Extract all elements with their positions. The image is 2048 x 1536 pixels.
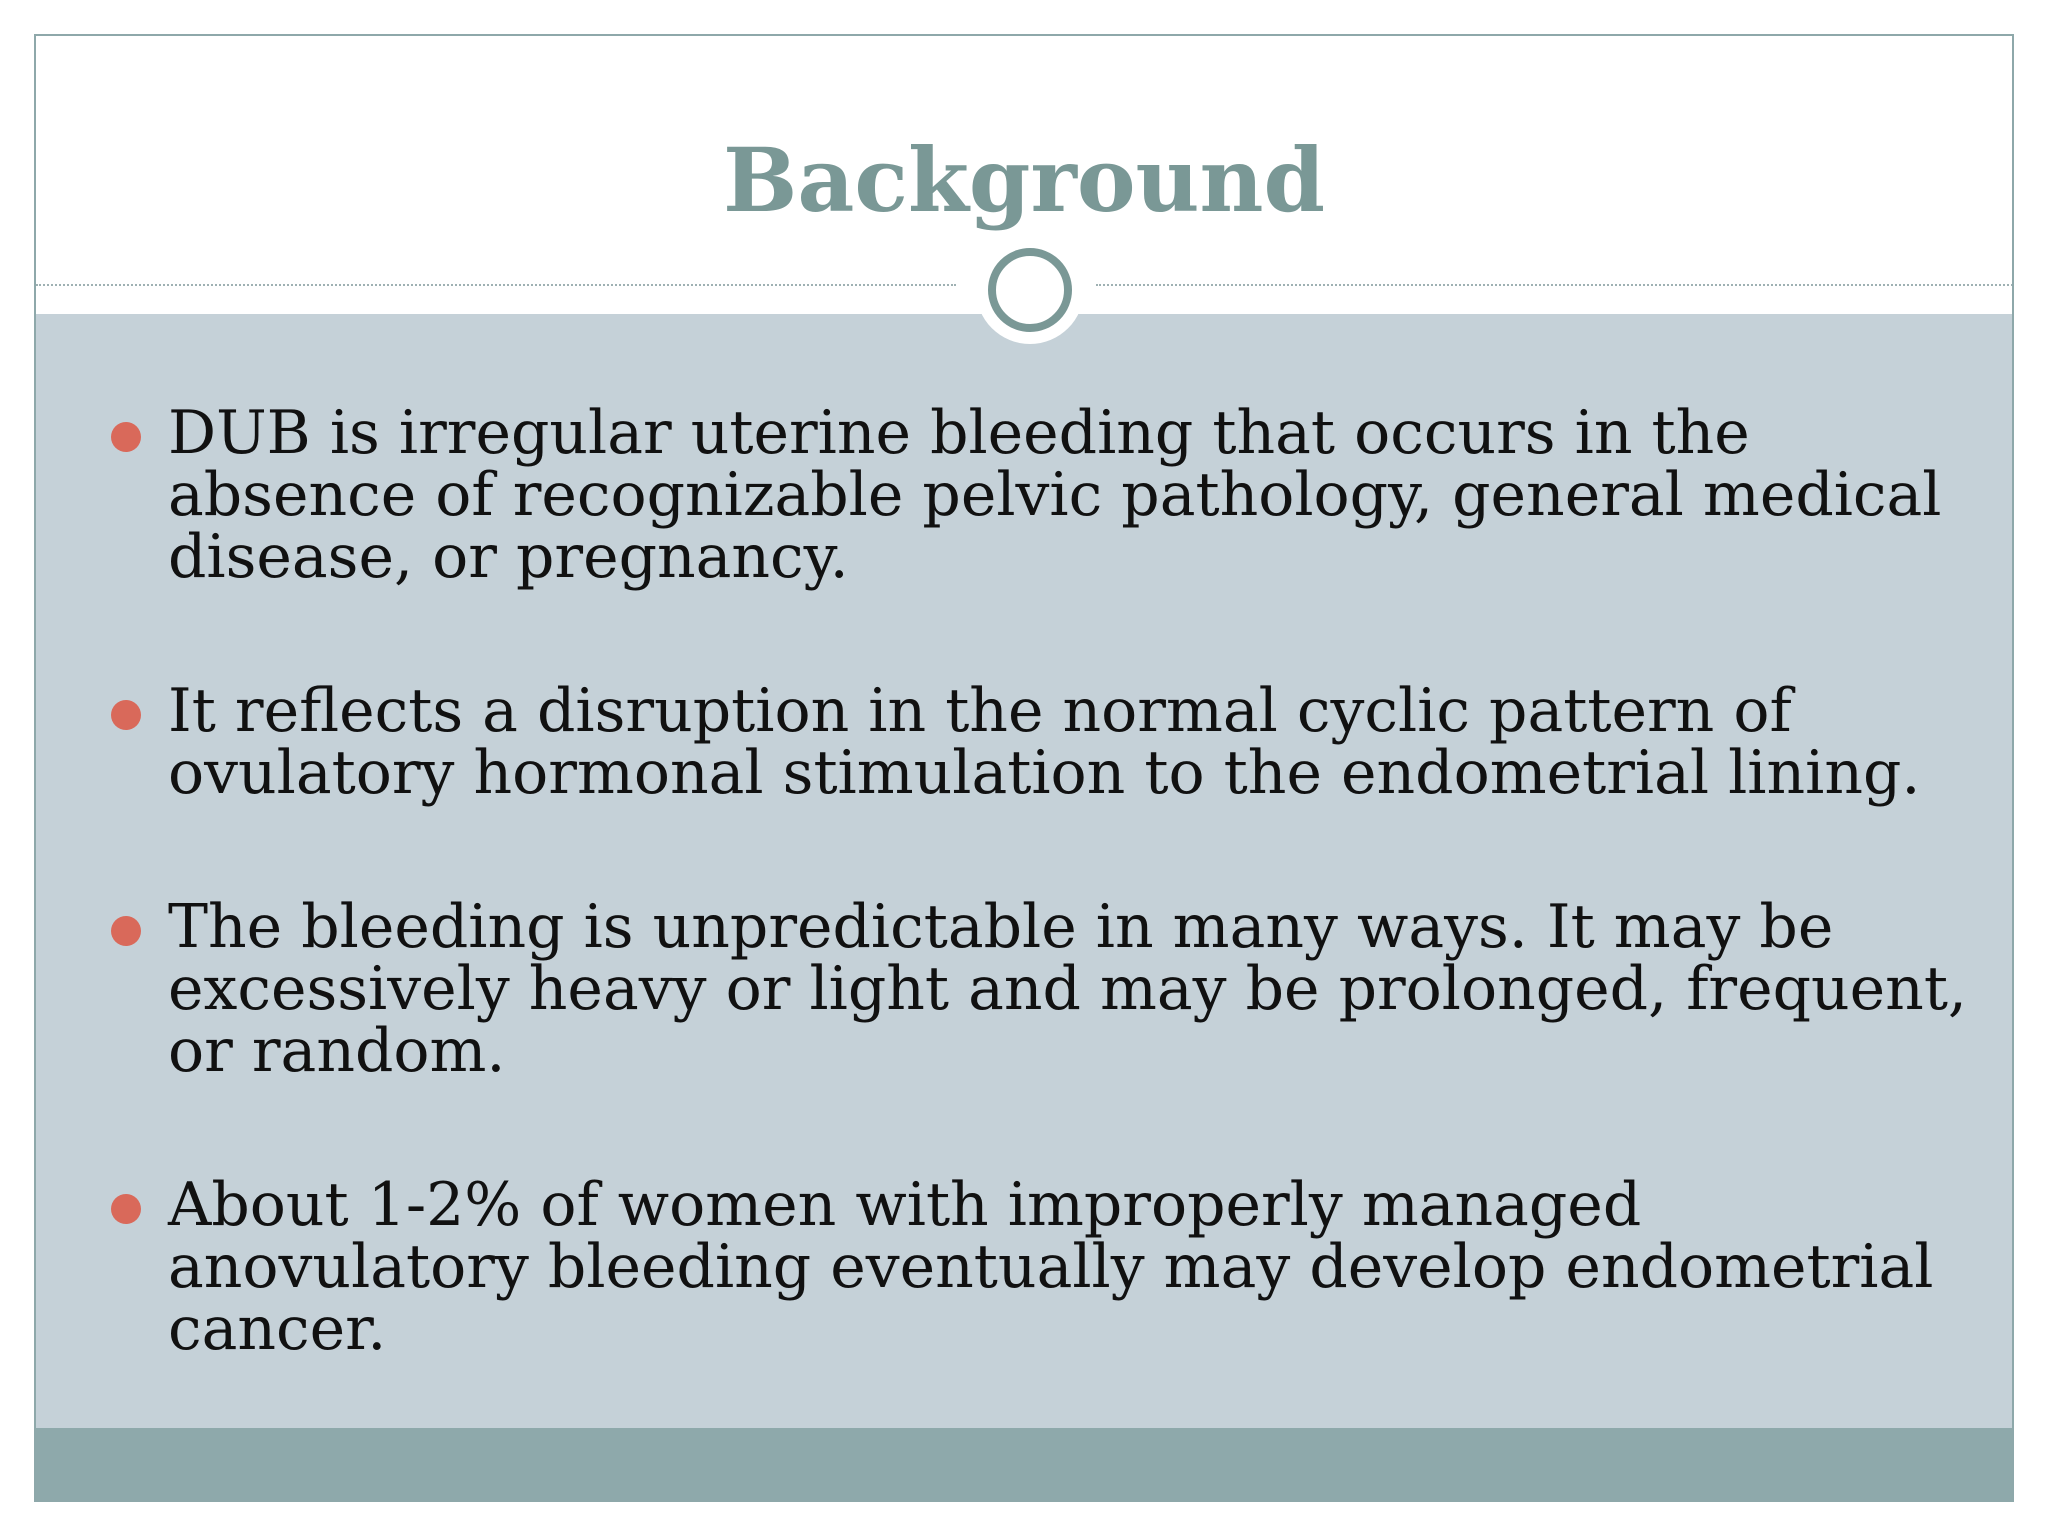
bullet-dot-icon [111,422,141,452]
bullet-item [36,892,2012,1086]
title-divider-right [1096,284,2014,286]
slide [34,34,2014,1502]
footer-bar [36,1428,2012,1500]
bullet-dot-icon [111,700,141,730]
bullet-list [36,398,2012,1452]
slide-title: Background [722,128,1326,232]
bullet-dot-icon [111,916,141,946]
bullet-item [36,1170,2012,1364]
bullet-text: About 1-2% of women with improperly managed anovulatory bleeding eventually may develop endometrial cancer. [168,1170,1934,1364]
circle-ornament-icon [988,248,1072,332]
bullet-item [36,676,2012,808]
bullet-text: It reflects a disruption in the normal cyclic pattern of ovulatory hormonal stimulation to the endometrial lining. [168,676,1921,808]
bullet-item [36,398,2012,592]
title-divider-left [36,284,956,286]
bullet-text: DUB is irregular uterine bleeding that occurs in the absence of recognizable pelvic pathology, general medical disease, or pregnancy. [168,398,1942,592]
bullet-dot-icon [111,1194,141,1224]
bullet-text: The bleeding is unpredictable in many ways. It may be excessively heavy or light and may be prolonged, frequent, or random. [168,892,1968,1086]
